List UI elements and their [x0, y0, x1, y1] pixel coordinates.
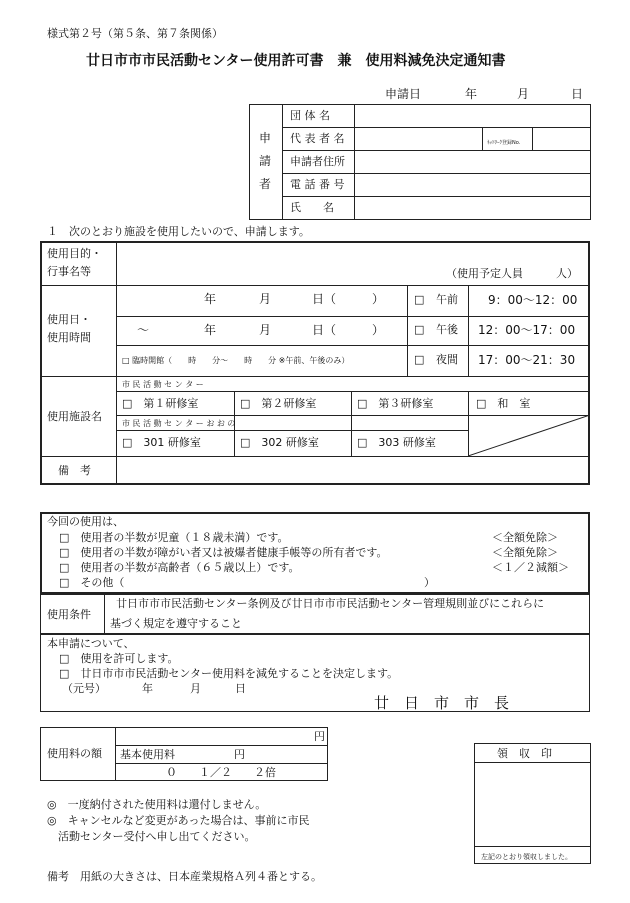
fee-multipliers: ０ １／２ ２倍 — [166, 766, 276, 779]
slot-afternoon-checkbox[interactable]: □ — [414, 323, 425, 336]
mayor-signature: 廿 日 市 市 長 — [374, 694, 510, 712]
decision-intro: 本申請について、 — [47, 637, 135, 650]
network-registration-label: ﾈｯﾄﾜｰｸ登録No. — [487, 140, 521, 146]
slot-night-name: 夜間 — [436, 353, 458, 366]
form-number: 様式第２号（第５条、第７条関係） — [47, 27, 223, 40]
remarks-label: 備 考 — [58, 464, 91, 477]
applicant-address-label: 申請者住所 — [290, 155, 345, 168]
conditions-line-2: 基づく規定を遵守すること — [110, 617, 242, 630]
section1-heading: １ 次のとおり施設を使用したいので、申請します。 — [47, 225, 310, 238]
note-cancel-2: 活動センター受付へ申し出てください。 — [58, 830, 256, 843]
slot-afternoon-time: 12：00～17：00 — [478, 323, 576, 337]
purpose-label-1: 使用目的・ — [47, 247, 102, 260]
date-label: 申請日 — [385, 87, 422, 101]
exemption-item-elderly[interactable]: □ 使用者の半数が高齢者（６５歳以上）です。 — [59, 561, 300, 574]
row2-close: ） — [372, 323, 385, 337]
date-month: 月 — [517, 87, 530, 101]
row1-year: 年 — [204, 292, 217, 306]
paper-size-note: 備考 用紙の大きさは、日本産業規格Ａ列４番とする。 — [47, 870, 322, 883]
applicant-name-label: 氏 名 — [290, 201, 334, 214]
facility-group-1: 市 民 活 動 セ ン タ ー — [122, 380, 204, 389]
applicant-phone-label: 電 話 番 号 — [290, 178, 345, 191]
exemption-item-children[interactable]: □ 使用者の半数が児童（１８歳未満）です。 — [59, 531, 289, 544]
row1-month: 月 — [259, 292, 272, 306]
datetime-label-1: 使用日・ — [47, 313, 91, 326]
decision-permit-checkbox[interactable]: □ 使用を許可します。 — [59, 652, 179, 665]
decision-era: （元号） — [62, 682, 106, 695]
exemption-other-close: ） — [424, 576, 435, 589]
exemption-item-other[interactable]: □ その他（ — [59, 576, 125, 589]
purpose-label-2: 行事名等 — [47, 265, 91, 278]
decision-exempt-checkbox[interactable]: □ 廿日市市市民活動センター使用料を減免することを決定します。 — [59, 667, 399, 680]
row1-day: 日（ — [312, 292, 337, 306]
conditions-label: 使用条件 — [47, 608, 91, 621]
note-no-refund: ◎ 一度納付された使用料は還付しません。 — [47, 798, 267, 811]
exemption-tag-elderly: ＜１／２減額＞ — [492, 561, 569, 574]
temporary-opening-checkbox[interactable]: □ 臨時開館（ 時 分～ 時 分 ※午前、午後のみ） — [122, 356, 350, 365]
slot-morning-name: 午前 — [436, 293, 458, 306]
datetime-label-2: 使用時間 — [47, 331, 91, 344]
expected-people: （使用予定人員 人） — [446, 267, 578, 280]
facility-label: 使用施設名 — [47, 410, 102, 423]
decision-year: 年 — [142, 682, 153, 695]
applicant-group-name-label: 団 体 名 — [290, 109, 330, 122]
room-washitsu-checkbox[interactable]: □ 和 室 — [476, 397, 531, 410]
slot-night-time: 17：00～21：30 — [478, 353, 576, 367]
decision-day: 日 — [235, 682, 246, 695]
decision-month: 月 — [190, 682, 201, 695]
fee-yen-top: 円 — [314, 730, 325, 743]
unused-cell-diagonal — [468, 415, 590, 456]
exemption-intro: 今回の使用は、 — [47, 515, 124, 528]
exemption-tag-children: ＜全額免除＞ — [492, 531, 558, 544]
exemption-tag-disabled: ＜全額免除＞ — [492, 546, 558, 559]
applicant-side-2: 請 — [259, 154, 272, 168]
room-3-checkbox[interactable]: □ 第３研修室 — [357, 397, 434, 410]
fee-basic-yen: 円 — [234, 748, 245, 761]
row2-year: 年 — [204, 323, 217, 337]
row1-close: ） — [372, 292, 385, 306]
facility-group-2: 市 民 活 動 セ ン タ ー お お の — [122, 419, 236, 428]
slot-morning-checkbox[interactable]: □ — [414, 293, 425, 306]
applicant-side-1: 申 — [259, 131, 272, 145]
note-cancel-1: ◎ キャンセルなど変更があった場合は、事前に市民 — [47, 814, 310, 827]
conditions-line-1: 廿日市市市民活動センター条例及び廿日市市市民活動センター管理規則並びにこれらに — [116, 597, 545, 610]
room-1-checkbox[interactable]: □ 第１研修室 — [122, 397, 199, 410]
applicant-representative-label: 代 表 者 名 — [290, 132, 345, 145]
receipt-footer: 左記のとおり領収しました。 — [481, 853, 572, 861]
slot-afternoon-name: 午後 — [436, 323, 458, 336]
slot-morning-time: 9：00～12：00 — [488, 293, 578, 307]
room-303-checkbox[interactable]: □ 303 研修室 — [357, 436, 436, 449]
row2-month: 月 — [259, 323, 272, 337]
room-2-checkbox[interactable]: □ 第２研修室 — [240, 397, 317, 410]
row2-tilde: ～ — [137, 323, 150, 337]
applicant-side-3: 者 — [259, 177, 272, 191]
fee-basic-label: 基本使用料 — [120, 748, 175, 761]
room-302-checkbox[interactable]: □ 302 研修室 — [240, 436, 319, 449]
date-day: 日 — [571, 87, 584, 101]
slot-night-checkbox[interactable]: □ — [414, 353, 425, 366]
exemption-item-disabled[interactable]: □ 使用者の半数が障がい者又は被爆者健康手帳等の所有者です。 — [59, 546, 388, 559]
room-301-checkbox[interactable]: □ 301 研修室 — [122, 436, 201, 449]
date-year: 年 — [465, 87, 478, 101]
row2-day: 日（ — [312, 323, 337, 337]
fee-label: 使用料の額 — [47, 747, 102, 760]
receipt-title: 領 収 印 — [497, 747, 552, 760]
page-title: 廿日市市市民活動センター使用許可書 兼 使用料減免決定通知書 — [86, 53, 506, 69]
